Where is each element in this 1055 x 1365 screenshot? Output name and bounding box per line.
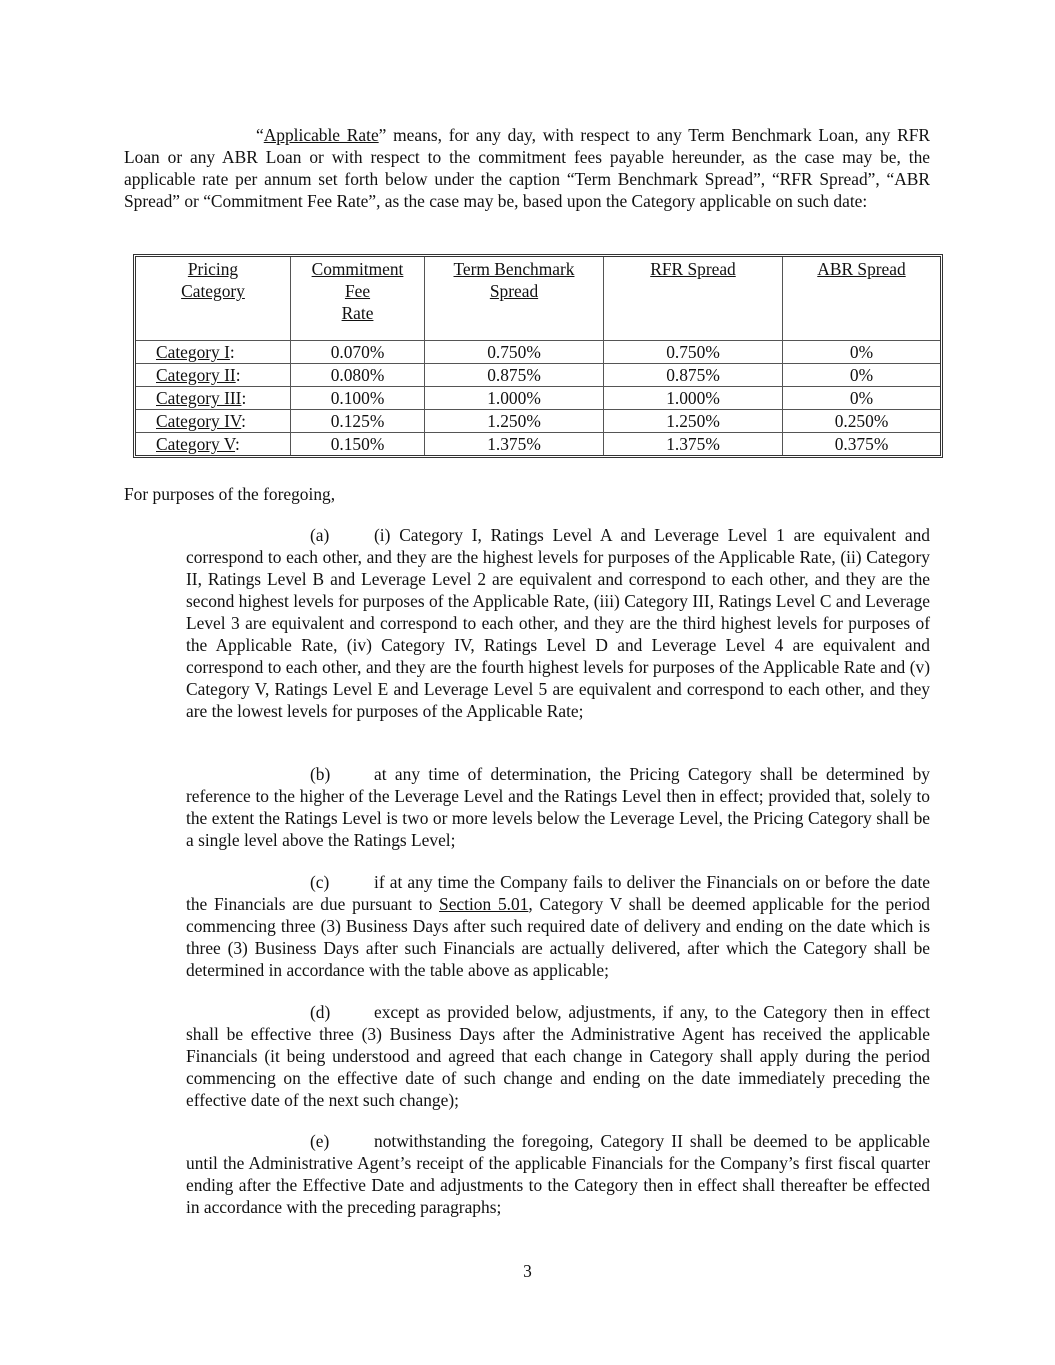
header-commitment-fee-rate <box>291 257 425 341</box>
clause-text: , Category V shall be deemed applicable for the period commencing three (3) Business Days after such required date of delivery and ending on the date which is three (3) Business Days after such Financials are actually delivered, after which the Category shall be determined in accordance with the table above as applicable; <box>186 894 930 980</box>
commitment-fee-cell: 0.150% <box>291 433 425 455</box>
clause-text: notwithstanding the foregoing, Category II shall be deemed to be applicable until the Administrative Agent’s receipt of the applicable Financials for the Company’s first fiscal quarter ending after the Effective Date and adjustments to the Category then in effect shall thereafter be effected in accordance with the preceding paragraphs; <box>186 1131 930 1217</box>
term-benchmark-cell: 1.375% <box>425 433 604 455</box>
header-line: Pricing <box>187 259 239 279</box>
table-row <box>136 364 940 387</box>
abr-spread-cell: 0% <box>783 364 940 387</box>
rfr-spread-cell: 0.750% <box>604 341 783 364</box>
commitment-fee-cell: 0.070% <box>291 341 425 364</box>
category-cell: Category IV: <box>136 410 291 433</box>
commitment-fee-cell: 0.080% <box>291 364 425 387</box>
clause-a <box>186 524 930 722</box>
table-row <box>136 387 940 410</box>
clause-label: (e) <box>310 1131 330 1151</box>
category-cell: Category V: <box>136 433 291 455</box>
header-rfr-spread <box>604 257 783 341</box>
clause-text: except as provided below, adjustments, if any, to the Category then in effect shall be effective three (3) Business Days after the Administrative Agent has received the applicable Financials (it being understood and agreed that each change in Category shall apply during the period commencing on the effective date of such change and ending on the date immediately preceding the effective date of the next such change); <box>186 1002 930 1110</box>
clause-label: (a) <box>310 525 330 545</box>
abr-spread-cell: 0% <box>783 387 940 410</box>
page-number: 3 <box>523 1261 532 1281</box>
clause-text: at any time of determination, the Pricing Category shall be determined by reference to the higher of the Leverage Level and the Ratings Level then in effect; provided that, solely to the extent the Ratings Level is two or more levels below the Leverage Level, the Pricing Category shall be a single level above the Ratings Level; <box>186 764 930 850</box>
pricing-table <box>133 254 943 458</box>
term-benchmark-cell: 0.750% <box>425 341 604 364</box>
header-line: Rate <box>341 303 374 323</box>
rfr-spread-cell: 0.875% <box>604 364 783 387</box>
category-cell: Category III: <box>136 387 291 410</box>
clause-text: if at any time the Company fails to deliver the Financials on or before the date the Financials are due pursuant to <box>186 872 930 914</box>
clause-label: (d) <box>310 1002 331 1022</box>
term-benchmark-cell: 1.000% <box>425 387 604 410</box>
rfr-spread-cell: 1.375% <box>604 433 783 455</box>
header-abr-spread <box>783 257 940 341</box>
commitment-fee-cell: 0.100% <box>291 387 425 410</box>
rfr-spread-cell: 1.000% <box>604 387 783 410</box>
clause-e <box>186 1130 930 1218</box>
table-row <box>136 341 940 364</box>
header-line: Spread <box>489 281 539 301</box>
header-pricing-category <box>136 257 291 341</box>
clause-c <box>186 871 930 981</box>
definition-text: ” means, for any day, with respect to any Term Benchmark Loan, any RFR Loan or any ABR Loan or with respect to the commitment fees payable hereunder, as the case may be, the applicable rate per annum set forth below under the caption “Term Benchmark Spread”, “RFR Spread”, “ABR Spread” or “Commitment Fee Rate”, as the case may be, based upon the Category applicable on such date: <box>124 125 931 211</box>
commitment-fee-cell: 0.125% <box>291 410 425 433</box>
clause-d <box>186 1001 930 1111</box>
header-line: Category <box>181 281 245 301</box>
abr-spread-cell: 0.250% <box>783 410 940 433</box>
table-header-row <box>136 257 940 341</box>
rfr-spread-cell: 1.250% <box>604 410 783 433</box>
category-cell: Category I: <box>136 341 291 364</box>
for-purposes-heading: For purposes of the foregoing, <box>124 484 336 504</box>
defined-term: Applicable Rate <box>263 125 379 145</box>
header-line: ABR Spread <box>817 259 906 279</box>
header-line: Term Benchmark <box>453 259 575 279</box>
term-benchmark-cell: 1.250% <box>425 410 604 433</box>
open-quote: “ <box>256 125 264 145</box>
abr-spread-cell: 0.375% <box>834 434 889 454</box>
section-reference-link[interactable]: Section 5.01 <box>439 894 529 914</box>
header-term-benchmark-spread <box>425 257 604 341</box>
abr-spread-cell: 0% <box>783 341 940 364</box>
clause-label: (b) <box>310 764 331 784</box>
header-line: Fee <box>344 281 371 301</box>
clause-b <box>186 763 930 851</box>
clause-label: (c) <box>310 872 330 892</box>
header-line: RFR Spread <box>650 259 736 279</box>
header-line: Commitment <box>311 259 404 279</box>
category-cell: Category II: <box>136 364 291 387</box>
term-benchmark-cell: 0.875% <box>425 364 604 387</box>
table-row <box>136 410 940 433</box>
clause-text: (i) Category I, Ratings Level A and Leverage Level 1 are equivalent and correspond to each other, and they are the highest levels for purposes of the Applicable Rate, (ii) Category II, Ratings Level B and Leverage Level 2 are equivalent and correspond to each other, and they are the second highest levels for purposes of the Applicable Rate, (iii) Category III, Ratings Level C and Leverage Level 3 are equivalent and correspond to each other, and they are the third highest levels for purposes of the Applicable Rate, (iv) Category IV, Ratings Level D and Leverage Level 4 are equivalent and correspond to each other, and they are the fourth highest levels for purposes of the Applicable Rate and (v) Category V, Ratings Level E and Leverage Level 5 are equivalent and correspond to each other, and they are the lowest levels for purposes of the Applicable Rate; <box>186 525 930 721</box>
applicable-rate-definition <box>124 124 930 212</box>
table-row <box>136 433 940 455</box>
